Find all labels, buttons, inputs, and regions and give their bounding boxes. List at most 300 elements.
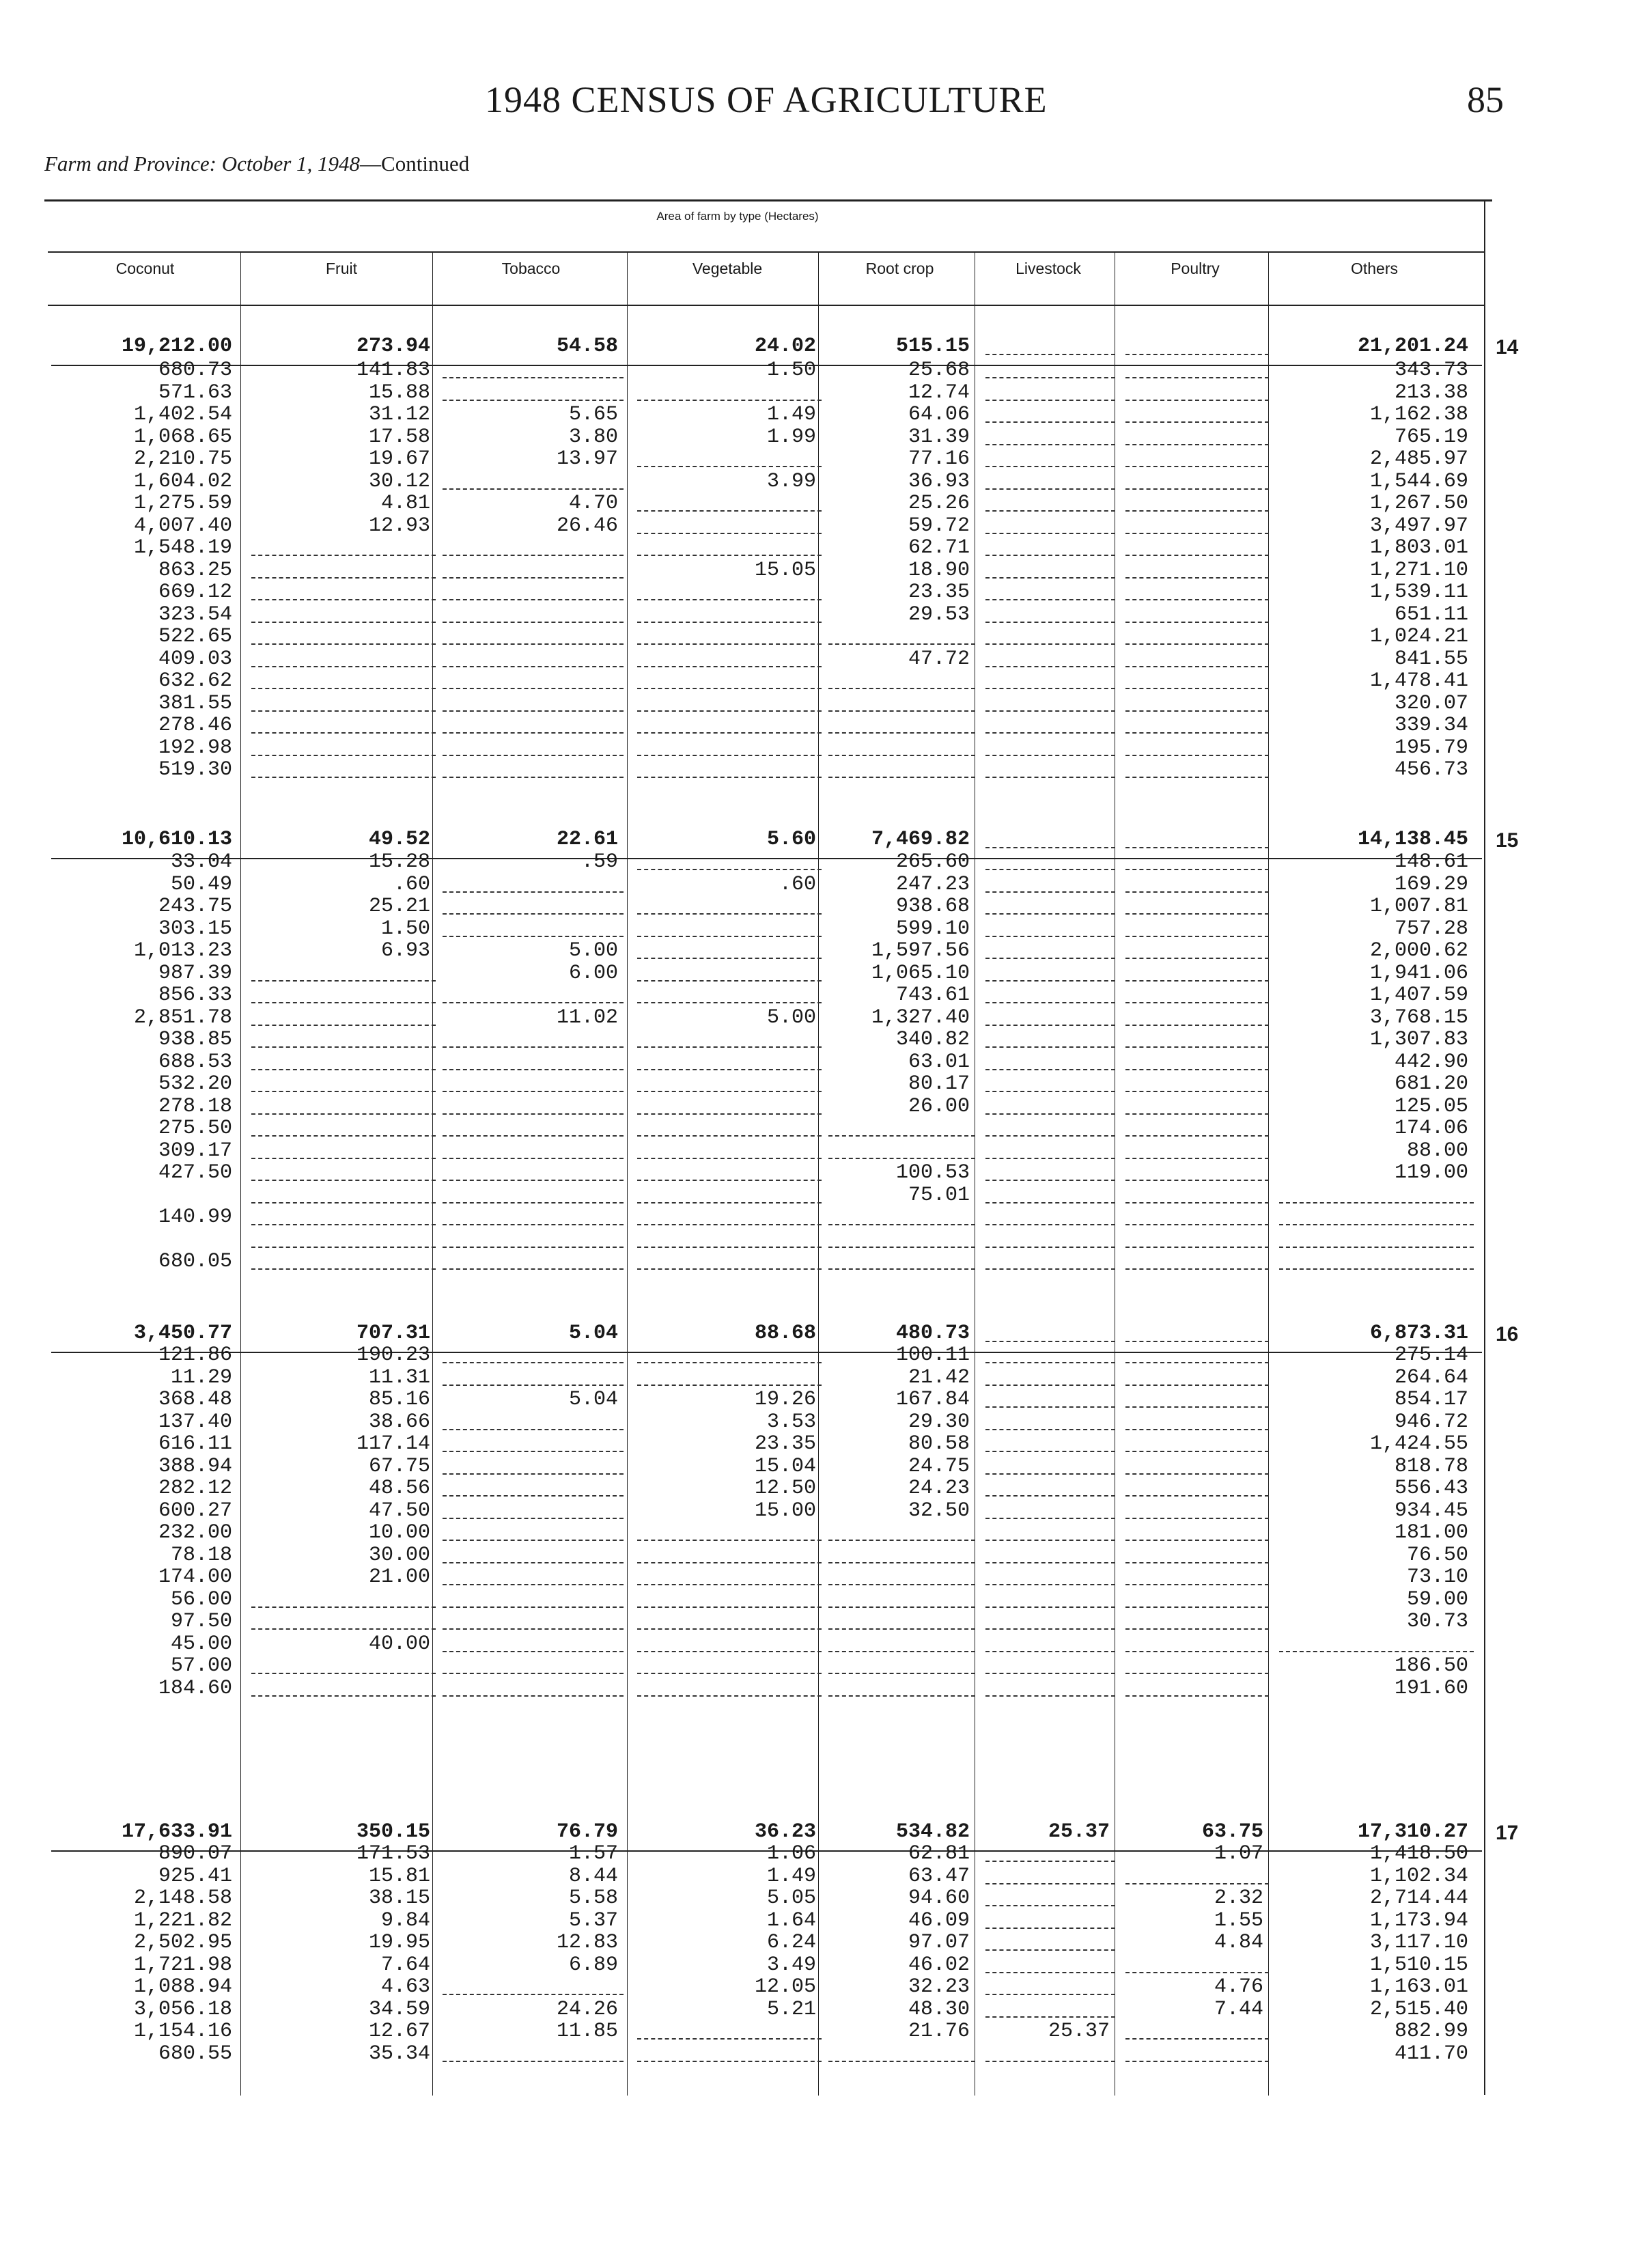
empty-cell-leader <box>1125 1673 1269 1674</box>
empty-cell-leader <box>828 1247 975 1248</box>
empty-cell-leader <box>985 510 1115 512</box>
section-total: 49.52 <box>368 828 430 851</box>
table-cell: 1,154.16 <box>133 2020 232 2043</box>
empty-cell-leader <box>637 643 822 645</box>
empty-cell-leader <box>443 1069 624 1070</box>
table-cell: 841.55 <box>1394 647 1468 671</box>
area-group-label: Area of farm by type (Hectares) <box>656 210 819 223</box>
column-divider <box>1268 251 1269 2096</box>
empty-cell-leader <box>443 1268 624 1270</box>
table-cell: 13.97 <box>556 447 618 471</box>
section-number: 17 <box>1496 1822 1519 1844</box>
table-cell: 1.57 <box>568 1842 618 1865</box>
table-cell: 339.34 <box>1394 714 1468 737</box>
table-cell: 29.30 <box>908 1410 970 1434</box>
empty-cell-leader <box>443 1362 624 1363</box>
empty-cell-leader <box>1125 710 1269 712</box>
table-cell: 3.99 <box>766 469 816 493</box>
table-cell: 64.06 <box>908 403 970 426</box>
table-cell: 171.53 <box>356 1842 430 1865</box>
table-cell: 522.65 <box>158 625 232 648</box>
empty-cell-leader <box>1125 488 1269 490</box>
table-cell: 232.00 <box>158 1521 232 1544</box>
table-cell: 6.89 <box>568 1953 618 1977</box>
empty-cell-leader <box>828 1540 975 1541</box>
empty-cell-leader <box>1125 891 1269 893</box>
table-cell: 2,210.75 <box>133 447 232 471</box>
column-header-rule <box>48 305 1485 306</box>
empty-cell-leader <box>251 599 436 600</box>
table-cell: 10.00 <box>368 1521 430 1544</box>
table-cell: 2,714.44 <box>1369 1887 1468 1910</box>
table-cell: 863.25 <box>158 558 232 582</box>
empty-cell-leader <box>1125 1883 1269 1884</box>
table-cell: 1,407.59 <box>1369 984 1468 1007</box>
empty-cell-leader <box>828 777 975 778</box>
empty-cell-leader <box>828 1695 975 1697</box>
table-cell: 388.94 <box>158 1454 232 1478</box>
empty-cell-leader <box>985 1883 1115 1884</box>
empty-cell-leader <box>1125 1135 1269 1137</box>
empty-cell-leader <box>1125 354 1269 355</box>
section-total: 7,469.82 <box>871 828 970 851</box>
empty-cell-leader <box>1279 1202 1474 1203</box>
empty-cell-leader <box>985 1025 1115 1026</box>
section-total: 36.23 <box>754 1820 816 1843</box>
empty-cell-leader <box>251 980 436 982</box>
table-cell: 38.15 <box>368 1887 430 1910</box>
table-cell: 1,548.19 <box>133 536 232 559</box>
empty-cell-leader <box>985 1046 1115 1048</box>
table-cell: 24.26 <box>556 1997 618 2021</box>
group-header-rule <box>48 251 1485 253</box>
table-cell: 77.16 <box>908 447 970 471</box>
empty-cell-leader <box>637 1247 822 1248</box>
empty-cell-leader <box>828 1651 975 1652</box>
empty-cell-leader <box>985 1341 1115 1342</box>
empty-cell-leader <box>1125 1562 1269 1563</box>
table-cell: 3,497.97 <box>1369 514 1468 538</box>
empty-cell-leader <box>443 688 624 689</box>
empty-cell-leader <box>1125 1202 1269 1203</box>
empty-cell-leader <box>985 421 1115 423</box>
empty-cell-leader <box>1125 1362 1269 1363</box>
empty-cell-leader <box>828 1606 975 1608</box>
column-header-root-crop: Root crop <box>865 260 934 277</box>
section-total: 54.58 <box>556 335 618 358</box>
empty-cell-leader <box>985 1606 1115 1608</box>
empty-cell-leader <box>637 1695 822 1697</box>
table-cell: 1.49 <box>766 403 816 426</box>
section-total: 14,138.45 <box>1357 828 1468 851</box>
table-cell: 56.00 <box>170 1587 232 1611</box>
empty-cell-leader <box>828 1158 975 1159</box>
table-cell: 282.12 <box>158 1477 232 1500</box>
table-cell: 47.72 <box>908 647 970 671</box>
empty-cell-leader <box>251 755 436 756</box>
empty-cell-leader <box>443 1451 624 1452</box>
table-cell: 140.99 <box>158 1206 232 1229</box>
empty-cell-leader <box>443 1518 624 1519</box>
table-cell: 23.35 <box>908 581 970 604</box>
empty-cell-leader <box>637 599 822 600</box>
empty-cell-leader <box>985 1135 1115 1137</box>
empty-cell-leader <box>985 599 1115 600</box>
table-cell: 278.18 <box>158 1094 232 1118</box>
empty-cell-leader <box>1125 958 1269 959</box>
table-cell: 3,768.15 <box>1369 1005 1468 1029</box>
table-cell: 94.60 <box>908 1887 970 1910</box>
table-cell: 23.35 <box>754 1432 816 1456</box>
empty-cell-leader <box>1125 1091 1269 1092</box>
table-cell: 67.75 <box>368 1454 430 1478</box>
empty-cell-leader <box>1125 599 1269 600</box>
empty-cell-leader <box>637 755 822 756</box>
table-cell: 757.28 <box>1394 917 1468 941</box>
table-cell: 15.00 <box>754 1499 816 1522</box>
empty-cell-leader <box>1125 1002 1269 1003</box>
table-cell: 32.50 <box>908 1499 970 1522</box>
empty-cell-leader <box>985 1994 1115 1995</box>
table-cell: 11.29 <box>170 1365 232 1389</box>
table-cell: 57.00 <box>170 1654 232 1678</box>
empty-cell-leader <box>251 577 436 579</box>
table-cell: 1,539.11 <box>1369 581 1468 604</box>
table-cell: 320.07 <box>1394 691 1468 715</box>
empty-cell-leader <box>985 688 1115 689</box>
subtitle-italic: Farm and Province: October 1, 1948 <box>44 152 361 176</box>
table-cell: 15.04 <box>754 1454 816 1478</box>
empty-cell-leader <box>985 1429 1115 1430</box>
table-cell: 1.07 <box>1214 1842 1263 1865</box>
table-cell: 427.50 <box>158 1161 232 1184</box>
table-cell: 243.75 <box>158 895 232 918</box>
table-cell: 1,173.94 <box>1369 1908 1468 1932</box>
empty-cell-leader <box>985 732 1115 734</box>
table-cell: 5.05 <box>766 1887 816 1910</box>
table-cell: 30.00 <box>368 1543 430 1567</box>
empty-cell-leader <box>443 710 624 712</box>
section-number: 14 <box>1496 336 1519 359</box>
column-header-others: Others <box>1350 260 1399 277</box>
empty-cell-leader <box>1125 1046 1269 1048</box>
table-cell: 519.30 <box>158 758 232 781</box>
empty-cell-leader <box>828 1135 975 1137</box>
empty-cell-leader <box>443 1385 624 1386</box>
empty-cell-leader <box>828 755 975 756</box>
empty-cell-leader <box>637 1202 822 1203</box>
empty-cell-leader <box>1125 1518 1269 1519</box>
page-title: 1948 CENSUS OF AGRICULTURE <box>485 79 1048 120</box>
table-cell: 19.26 <box>754 1388 816 1411</box>
table-cell: 9.84 <box>380 1908 430 1932</box>
table-cell: 59.72 <box>908 514 970 538</box>
empty-cell-leader <box>1125 1385 1269 1386</box>
empty-cell-leader <box>985 555 1115 556</box>
empty-cell-leader <box>443 777 624 778</box>
empty-cell-leader <box>985 400 1115 401</box>
table-cell: 1,544.69 <box>1369 469 1468 493</box>
table-cell: 50.49 <box>170 872 232 896</box>
table-cell: 8.44 <box>568 1864 618 1888</box>
empty-cell-leader <box>251 1025 436 1026</box>
table-cell: 632.62 <box>158 669 232 693</box>
table-cell: 3,117.10 <box>1369 1931 1468 1954</box>
empty-cell-leader <box>985 1651 1115 1652</box>
empty-cell-leader <box>985 1362 1115 1363</box>
section-total: 22.61 <box>556 828 618 851</box>
empty-cell-leader <box>251 1202 436 1203</box>
empty-cell-leader <box>1125 466 1269 467</box>
table-cell: .60 <box>393 872 430 896</box>
page-number: 85 <box>1467 79 1504 120</box>
table-cell: 856.33 <box>158 984 232 1007</box>
table-cell: 190.23 <box>356 1344 430 1367</box>
table-cell: 63.01 <box>908 1050 970 1074</box>
table-cell: 599.10 <box>895 917 970 941</box>
empty-cell-leader <box>1125 400 1269 401</box>
table-cell: 1,721.98 <box>133 1953 232 1977</box>
table-cell: 323.54 <box>158 602 232 626</box>
table-cell: 174.00 <box>158 1566 232 1589</box>
table-cell: 765.19 <box>1394 425 1468 449</box>
table-subtitle <box>44 152 469 176</box>
empty-cell-leader <box>1125 1025 1269 1026</box>
empty-cell-leader <box>985 1091 1115 1092</box>
table-cell: 1,088.94 <box>133 1975 232 1999</box>
table-cell: 681.20 <box>1394 1072 1468 1096</box>
table-cell: 29.53 <box>908 602 970 626</box>
empty-cell-leader <box>1125 533 1269 534</box>
table-right-rule <box>1484 199 1485 2095</box>
table-cell: 12.67 <box>368 2020 430 2043</box>
table-cell: 11.02 <box>556 1005 618 1029</box>
table-cell: 195.79 <box>1394 736 1468 760</box>
table-cell: 1,102.34 <box>1369 1864 1468 1888</box>
table-cell: 62.71 <box>908 536 970 559</box>
empty-cell-leader <box>985 1949 1115 1951</box>
table-cell: 275.14 <box>1394 1344 1468 1367</box>
table-cell: 987.39 <box>158 961 232 985</box>
empty-cell-leader <box>443 891 624 893</box>
table-cell: 1,803.01 <box>1369 536 1468 559</box>
empty-cell-leader <box>985 533 1115 534</box>
empty-cell-leader <box>443 622 624 623</box>
section-total: 10,610.13 <box>121 828 232 851</box>
empty-cell-leader <box>1125 913 1269 915</box>
section-total: 17,310.27 <box>1357 1820 1468 1843</box>
table-cell: 35.34 <box>368 2042 430 2065</box>
empty-cell-leader <box>251 1135 436 1137</box>
table-cell: 63.47 <box>908 1864 970 1888</box>
empty-cell-leader <box>985 1268 1115 1270</box>
empty-cell-leader <box>985 847 1115 848</box>
table-cell: 1,941.06 <box>1369 961 1468 985</box>
section-total: 24.02 <box>754 335 816 358</box>
table-cell: 5.37 <box>568 1908 618 1932</box>
empty-cell-leader <box>251 1606 436 1608</box>
empty-cell-leader <box>637 1673 822 1674</box>
section-total: 480.73 <box>895 1322 970 1345</box>
section-total: 350.15 <box>356 1820 430 1843</box>
table-cell: 15.05 <box>754 558 816 582</box>
empty-cell-leader <box>985 1113 1115 1115</box>
table-cell: 12.50 <box>754 1477 816 1500</box>
empty-cell-leader <box>985 1562 1115 1563</box>
table-cell: 1.50 <box>380 917 430 941</box>
empty-cell-leader <box>637 1584 822 1585</box>
table-cell: 19.67 <box>368 447 430 471</box>
table-cell: 278.46 <box>158 714 232 737</box>
table-cell: 125.05 <box>1394 1094 1468 1118</box>
table-cell: 31.39 <box>908 425 970 449</box>
table-cell: 12.74 <box>908 380 970 404</box>
table-cell: 26.00 <box>908 1094 970 1118</box>
table-cell: 12.93 <box>368 514 430 538</box>
empty-cell-leader <box>1125 1972 1269 1973</box>
table-cell: 141.83 <box>356 359 430 382</box>
table-cell: 121.86 <box>158 1344 232 1367</box>
section-total: 25.37 <box>1048 1820 1110 1843</box>
empty-cell-leader <box>251 1091 436 1092</box>
table-cell: 21.00 <box>368 1566 430 1589</box>
empty-cell-leader <box>637 1540 822 1541</box>
empty-cell-leader <box>985 2016 1115 2018</box>
empty-cell-leader <box>985 622 1115 623</box>
table-cell: 213.38 <box>1394 380 1468 404</box>
empty-cell-leader <box>828 710 975 712</box>
empty-cell-leader <box>443 1495 624 1497</box>
table-cell: 680.55 <box>158 2042 232 2065</box>
empty-cell-leader <box>637 2061 822 2062</box>
empty-cell-leader <box>251 1180 436 1181</box>
table-cell: 5.00 <box>568 939 618 962</box>
table-cell: 5.04 <box>568 1388 618 1411</box>
table-cell: 343.73 <box>1394 359 1468 382</box>
empty-cell-leader <box>985 577 1115 579</box>
empty-cell-leader <box>251 1695 436 1697</box>
section-number: 16 <box>1496 1323 1519 1346</box>
table-cell: 5.65 <box>568 403 618 426</box>
table-cell: 1,024.21 <box>1369 625 1468 648</box>
empty-cell-leader <box>985 1518 1115 1519</box>
table-cell: 36.93 <box>908 469 970 493</box>
table-cell: 97.50 <box>170 1610 232 1633</box>
empty-cell-leader <box>637 913 822 915</box>
table-cell: 21.76 <box>908 2020 970 2043</box>
table-cell: 73.10 <box>1406 1566 1468 1589</box>
table-cell: 854.17 <box>1394 1388 1468 1411</box>
table-cell: 1,065.10 <box>871 961 970 985</box>
empty-cell-leader <box>443 936 624 937</box>
empty-cell-leader <box>1125 643 1269 645</box>
empty-cell-leader <box>985 710 1115 712</box>
empty-cell-leader <box>443 555 624 556</box>
empty-cell-leader <box>251 732 436 734</box>
column-header-fruit: Fruit <box>326 260 357 277</box>
column-header-poultry: Poultry <box>1171 260 1220 277</box>
empty-cell-leader <box>985 1224 1115 1225</box>
table-cell: 1,597.56 <box>871 939 970 962</box>
empty-cell-leader <box>443 1002 624 1003</box>
table-cell: 669.12 <box>158 581 232 604</box>
table-cell: 85.16 <box>368 1388 430 1411</box>
empty-cell-leader <box>985 913 1115 915</box>
empty-cell-leader <box>1125 1158 1269 1159</box>
table-cell: 12.05 <box>754 1975 816 1999</box>
empty-cell-leader <box>637 732 822 734</box>
empty-cell-leader <box>251 666 436 667</box>
empty-cell-leader <box>443 1584 624 1585</box>
table-cell: 80.17 <box>908 1072 970 1096</box>
empty-cell-leader <box>985 1069 1115 1070</box>
table-cell: 15.81 <box>368 1864 430 1888</box>
table-cell: 616.11 <box>158 1432 232 1456</box>
empty-cell-leader <box>443 643 624 645</box>
table-cell: 181.00 <box>1394 1521 1468 1544</box>
empty-cell-leader <box>1125 732 1269 734</box>
empty-cell-leader <box>1125 2061 1269 2062</box>
table-cell: 100.11 <box>895 1344 970 1367</box>
empty-cell-leader <box>1125 1069 1269 1070</box>
column-divider <box>240 251 241 2096</box>
empty-cell-leader <box>637 1180 822 1181</box>
table-cell: 818.78 <box>1394 1454 1468 1478</box>
section-total: 17,633.91 <box>121 1820 232 1843</box>
empty-cell-leader <box>985 891 1115 893</box>
empty-cell-leader <box>985 1540 1115 1541</box>
table-cell: 1,221.82 <box>133 1908 232 1932</box>
table-cell: 38.66 <box>368 1410 430 1434</box>
table-cell: 59.00 <box>1406 1587 1468 1611</box>
empty-cell-leader <box>637 936 822 937</box>
empty-cell-leader <box>251 1673 436 1674</box>
section-total: 515.15 <box>895 335 970 358</box>
empty-cell-leader <box>1125 421 1269 423</box>
table-cell: 48.56 <box>368 1477 430 1500</box>
table-cell: 19.95 <box>368 1931 430 1954</box>
empty-cell-leader <box>985 466 1115 467</box>
empty-cell-leader <box>985 1584 1115 1585</box>
table-cell: 100.53 <box>895 1161 970 1184</box>
table-cell: 556.43 <box>1394 1477 1468 1500</box>
table-cell: 925.41 <box>158 1864 232 1888</box>
table-cell: 62.81 <box>908 1842 970 1865</box>
empty-cell-leader <box>251 1247 436 1248</box>
empty-cell-leader <box>251 1069 436 1070</box>
empty-cell-leader <box>985 666 1115 667</box>
table-cell: 2.32 <box>1214 1887 1263 1910</box>
empty-cell-leader <box>637 1158 822 1159</box>
table-cell: 1,510.15 <box>1369 1953 1468 1977</box>
empty-cell-leader <box>985 1473 1115 1475</box>
table-cell: .59 <box>580 850 618 874</box>
empty-cell-leader <box>443 1628 624 1630</box>
empty-cell-leader <box>251 622 436 623</box>
empty-cell-leader <box>251 1268 436 1270</box>
empty-cell-leader <box>828 1673 975 1674</box>
table-cell: 2,515.40 <box>1369 1997 1468 2021</box>
table-cell: 97.07 <box>908 1931 970 1954</box>
empty-cell-leader <box>985 1673 1115 1674</box>
table-cell: 934.45 <box>1394 1499 1468 1522</box>
empty-cell-leader <box>1125 1268 1269 1270</box>
table-cell: 1.64 <box>766 1908 816 1932</box>
table-cell: 409.03 <box>158 647 232 671</box>
table-cell: 532.20 <box>158 1072 232 1096</box>
table-cell: 456.73 <box>1394 758 1468 781</box>
table-cell: 3,056.18 <box>133 1997 232 2021</box>
